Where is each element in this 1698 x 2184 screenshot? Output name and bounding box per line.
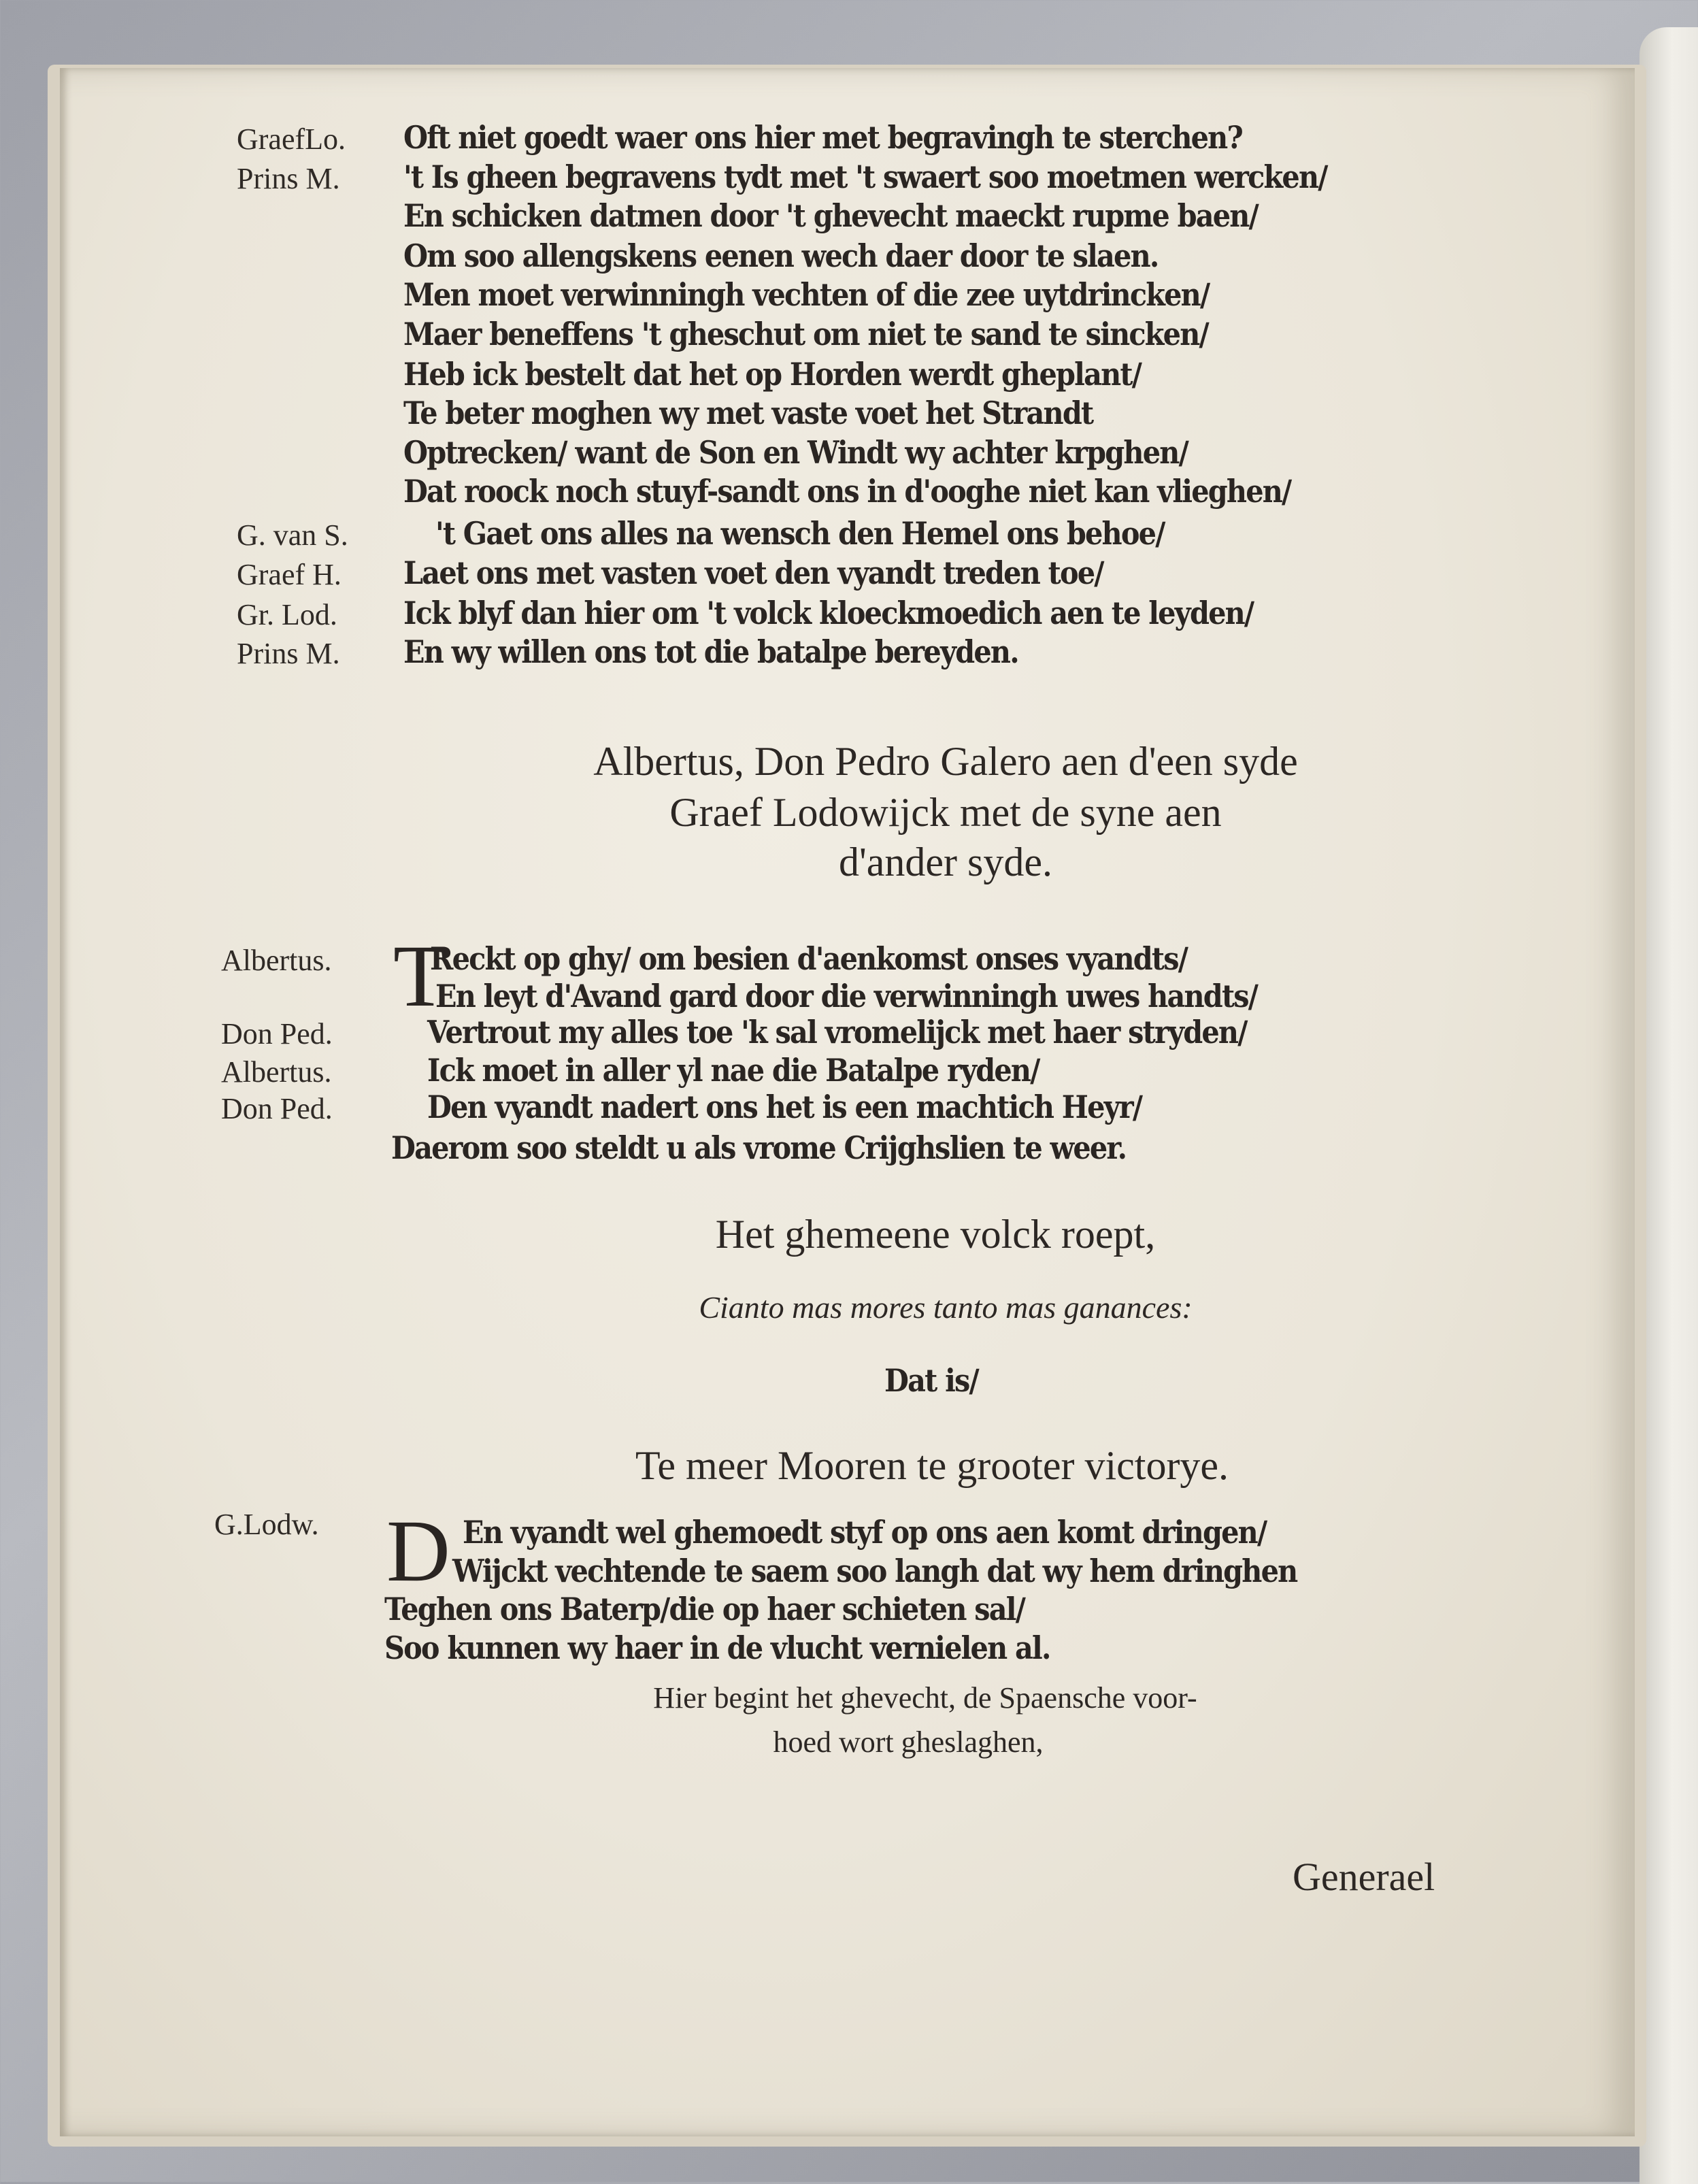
scene-heading-line: d'ander syde. [838, 840, 1053, 884]
verse-line: Men moet verwinningh vechten of die zee uytdrincken/ [403, 276, 1210, 313]
verse-line: Maer beneffens 't gheschut om niet te sand te sincken/ [403, 316, 1208, 352]
verse-line: Soo kunnen wy haer in de vlucht vernielen al. [384, 1629, 1050, 1666]
speaker-label: Gr. Lod. [237, 598, 337, 631]
verse-line: 't Is gheen begravens tydt met 't swaert soo moetmen wercken/ [403, 159, 1327, 195]
scene-heading-line: Albertus, Don Pedro Galero aen d'een syde [593, 739, 1298, 784]
verse-line: Den vyandt nadert ons het is een machtich Heyr/ [427, 1089, 1142, 1125]
verse-line: Laet ons met vasten voet den vyandt treden toe/ [403, 555, 1103, 591]
speaker-label: Graef H. [237, 558, 342, 591]
speaker-label: G.Lodw. [214, 1508, 319, 1541]
verse-line: Vertrout my alles toe 'k sal vromelijck met haer stryden/ [427, 1014, 1247, 1050]
verse-line: Heb ick bestelt dat het op Horden werdt gheplant/ [403, 356, 1142, 393]
verse-line: Te beter moghen wy met vaste voet het Strandt [403, 395, 1093, 431]
spanish-line: Cianto mas mores tanto mas ganances: [699, 1290, 1193, 1325]
verse-line: En wy willen ons tot die batalpe bereyden. [403, 633, 1018, 670]
facing-page-edge [1639, 27, 1698, 2184]
speaker-label: Don Ped. [221, 1017, 333, 1050]
speaker-label: Albertus. [221, 944, 332, 977]
stage-direction: hoed wort gheslaghen, [773, 1725, 1044, 1759]
verse-line: Wijckt vechtende te saem soo langh dat wy hem dringhen [452, 1553, 1297, 1589]
verse-line: Optrecken/ want de Son en Windt wy achter krpghen/ [403, 434, 1188, 471]
speaker-label: Prins M. [237, 637, 340, 670]
book-page [60, 68, 1635, 2136]
crowd-heading: Het ghemeene volck roept, [715, 1212, 1156, 1257]
verse-line: Om soo allengskens eenen wech daer door te slaen. [403, 237, 1159, 274]
verse-line: Ick blyf dan hier om 't volck kloeckmoedich aen te leyden/ [403, 595, 1254, 631]
verse-line: Dat roock noch stuyf-sandt ons in d'ooghe niet kan vlieghen/ [403, 473, 1291, 510]
dat-is: Dat is/ [884, 1362, 978, 1399]
translation-line: Te meer Mooren te grooter victorye. [635, 1443, 1229, 1488]
speaker-label: G. van S. [237, 518, 348, 552]
stage-direction: Hier begint het ghevecht, de Spaensche voor- [653, 1681, 1197, 1715]
verse-line: Daerom soo steldt u als vrome Crijghslien te weer. [391, 1129, 1127, 1166]
verse-line: En leyt d'Avand gard door die verwinningh uwes handts/ [435, 978, 1258, 1014]
verse-line: Oft niet goedt waer ons hier met begravingh te sterchen? [403, 119, 1242, 156]
verse-line: Reckt op ghy/ om besien d'aenkomst onses vyandts/ [430, 940, 1188, 977]
catchword: Generael [1293, 1855, 1435, 1899]
speaker-label: GraefLo. [237, 122, 346, 156]
drop-cap: D [386, 1502, 450, 1600]
verse-line: En vyandt wel ghemoedt styf op ons aen komt dringen/ [463, 1514, 1267, 1551]
verse-line: En schicken datmen door 't ghevecht maeckt rupme baen/ [403, 197, 1258, 234]
scene-heading-line: Graef Lodowijck met de syne aen [669, 790, 1222, 835]
speaker-label: Don Ped. [221, 1092, 333, 1125]
verse-line: 't Gaet ons alles na wensch den Hemel ons behoe/ [435, 515, 1165, 552]
verse-line: Ick moet in aller yl nae die Batalpe ryden/ [427, 1052, 1039, 1089]
verse-line: Teghen ons Baterp/die op haer schieten sal/ [384, 1591, 1025, 1627]
drop-cap: T [393, 927, 448, 1025]
speaker-label: Prins M. [237, 162, 340, 195]
speaker-label: Albertus. [221, 1055, 332, 1089]
